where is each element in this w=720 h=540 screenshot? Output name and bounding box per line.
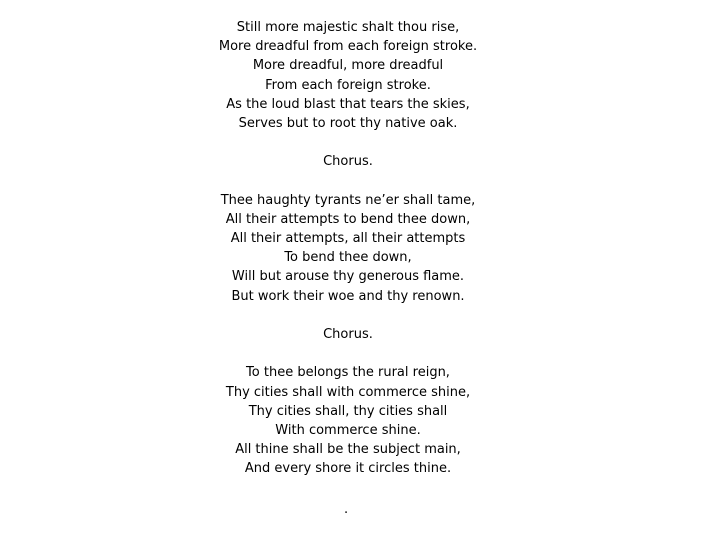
poem-line: More dreadful from each foreign stroke.	[218, 39, 478, 55]
poem-line: But work their woe and thy renown.	[231, 288, 465, 304]
end-mark: .	[344, 502, 349, 517]
poem-line: All their attempts to bend thee down,	[225, 211, 471, 227]
poem-line: To thee belongs the rural reign,	[246, 365, 450, 381]
stanza-1	[0, 18, 696, 133]
poem-line: Will but arouse thy generous flame.	[231, 269, 465, 285]
poem-line: Thee haughty tyrants ne’er shall tame,	[220, 192, 476, 208]
stanza-3	[0, 363, 696, 478]
poem-text	[0, 18, 696, 479]
stanza-spacer	[0, 172, 696, 191]
poem-line: More dreadful, more dreadful	[252, 58, 444, 74]
poem-line: As the loud blast that tears the skies,	[226, 96, 470, 112]
stanza-spacer	[0, 306, 696, 325]
poem-line: And every shore it circles thine.	[244, 461, 452, 477]
poem-line: With commerce shine.	[275, 422, 421, 438]
stanza-spacer	[0, 133, 696, 152]
poem-line: All thine shall be the subject main,	[235, 442, 461, 458]
chorus-label-2: Chorus.	[323, 327, 373, 342]
poem-line: To bend thee down,	[284, 250, 412, 266]
poem-line: From each foreign stroke.	[265, 77, 431, 93]
poem-line: Serves but to root thy native oak.	[238, 115, 458, 131]
poem-line: Thy cities shall, thy cities shall	[248, 403, 448, 419]
poem-line: Still more majestic shalt thou rise,	[236, 20, 460, 35]
poem-line: Thy cities shall with commerce shine,	[225, 384, 471, 400]
poem-line: All their attempts, all their attempts	[230, 231, 466, 247]
chorus-label-1: Chorus.	[323, 154, 373, 170]
stanza-2	[0, 191, 696, 306]
stanza-spacer	[0, 344, 696, 363]
